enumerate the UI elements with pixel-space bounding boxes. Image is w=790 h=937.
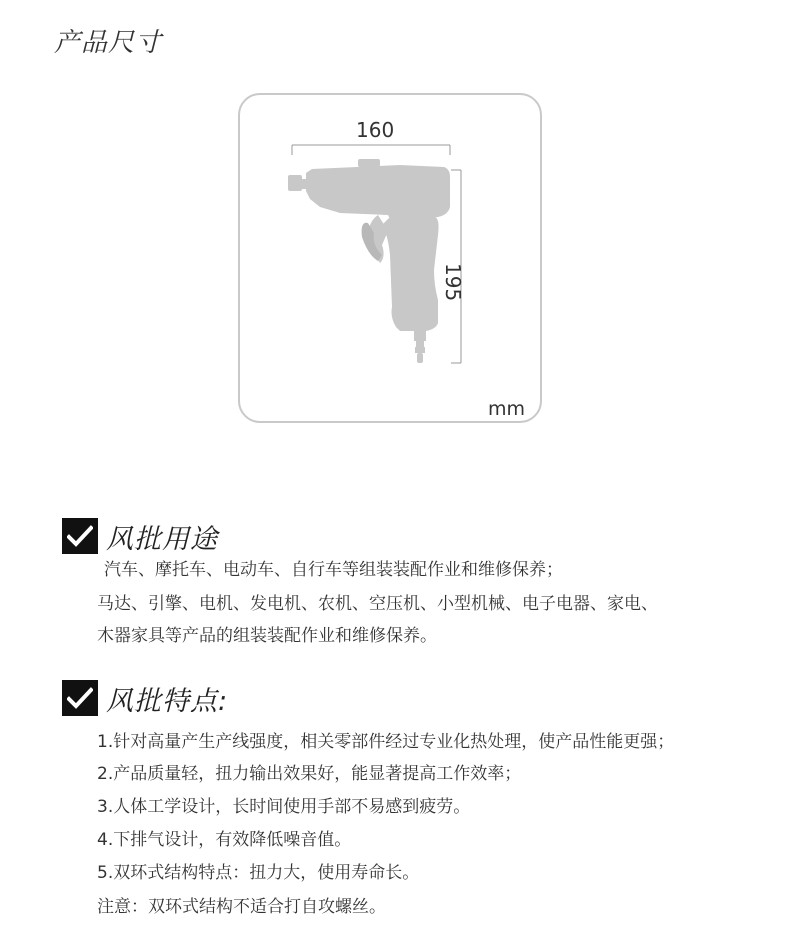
feature-line: 4.下排气设计，有效降低噪音值。	[97, 830, 352, 850]
unit-label: mm	[488, 398, 526, 420]
feature-line: 5.双环式结构特点：扭力大，使用寿命长。	[97, 863, 420, 883]
usage-section-header	[62, 516, 218, 556]
width-dimension-line	[292, 145, 450, 155]
checkmark-icon	[62, 680, 98, 716]
dimension-card	[238, 93, 542, 423]
height-value: 195	[441, 263, 465, 302]
features-title: 风批特点:	[106, 685, 229, 717]
checkmark-icon	[62, 518, 98, 554]
usage-line: 马达、引擎、电机、发电机、农机、空压机、小型机械、电子电器、家电、	[97, 594, 658, 614]
feature-line: 注意：双环式结构不适合打自攻螺丝。	[97, 897, 386, 917]
air-screwdriver-silhouette	[288, 159, 450, 363]
feature-line: 1.针对高量产生产线强度，相关零部件经过专业化热处理，使产品性能更强；	[97, 732, 675, 752]
feature-line: 2.产品质量轻，扭力输出效果好，能显著提高工作效率；	[97, 764, 522, 784]
usage-title: 风批用途	[106, 523, 218, 555]
usage-line: 汽车、摩托车、电动车、自行车等组装装配作业和维修保养；	[104, 560, 563, 580]
page-title: 产品尺寸	[54, 28, 163, 58]
usage-line: 木器家具等产品的组装装配作业和维修保养。	[97, 626, 437, 646]
width-value: 160	[356, 118, 395, 142]
feature-line: 3.人体工学设计，长时间使用手部不易感到疲劳。	[97, 797, 471, 817]
features-section-header	[62, 678, 228, 718]
tool-diagram	[240, 95, 540, 421]
